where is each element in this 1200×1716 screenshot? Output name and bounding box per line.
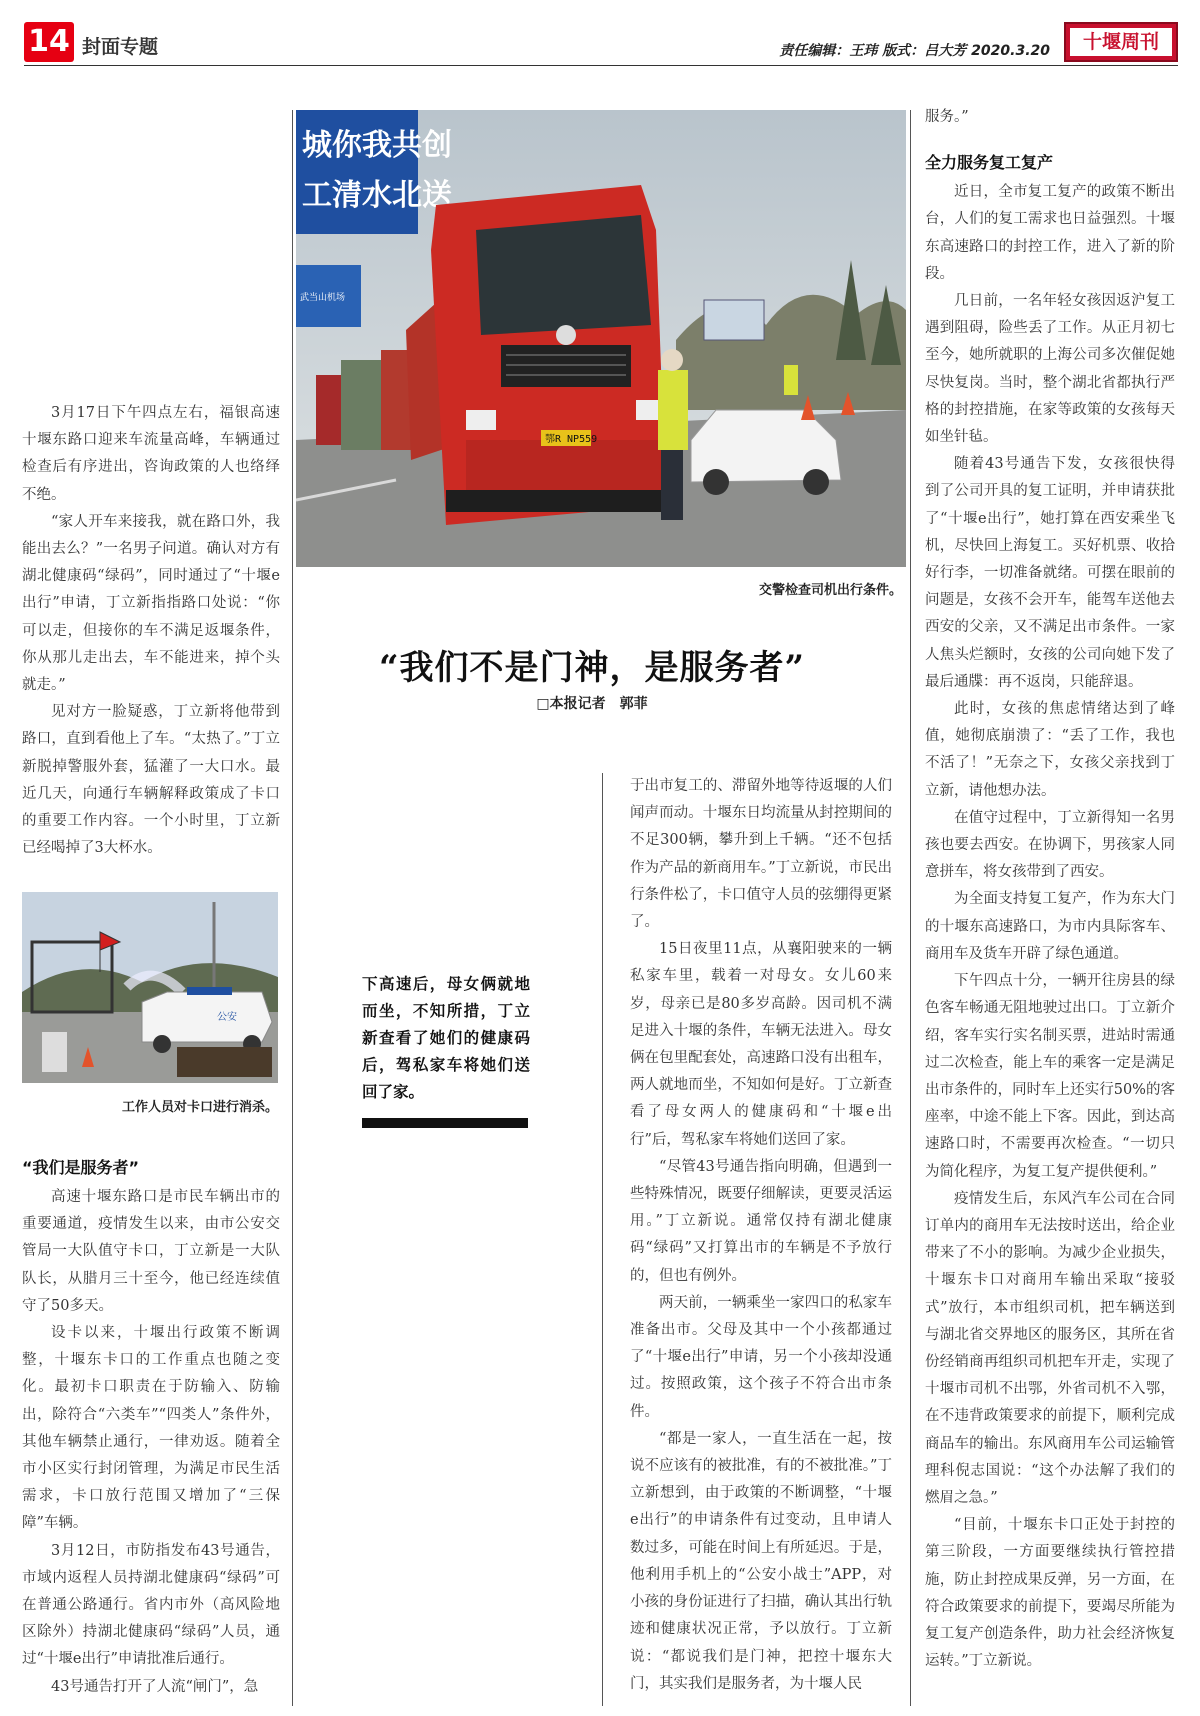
main-photo <box>296 110 906 567</box>
paragraph: “都是一家人，一直生活在一起，按说不应该有的被批准，有的不被批准。”丁立新想到，由于政策的不断调整，“十堰e出行”的申请条件有过变动，且申请人数过多，可能在时间上有所延迟。于是，他利用手机上的“公安小战士”APP，对小孩的身份证进行了扫描，确认其出行轨迹和健康状况正常，予以放行。丁立新说：“都说我们是门神，把控十堰东大门，其实我们是服务者，为十堰人民 <box>630 1430 892 1692</box>
paragraph: 下午四点十分，一辆开往房县的绿色客车畅通无阻地驶过出口。丁立新介绍，客车实行实名制买票，进站时需通过二次检查，能上车的乘客一定是满足出市条件的，同时车上还实行50%的客座率，中途不能上下客。因此，到达高速路口时，不需要再次检查。“一切只为简化程序，为复工复产提供便利。” <box>925 973 1175 1180</box>
paragraph: 服务。” <box>925 109 969 125</box>
column-1-bottom <box>22 1154 280 1701</box>
section-label: 封面专题 <box>82 36 159 58</box>
main-photo-caption: 交警检查司机出行条件。 <box>758 583 902 598</box>
paragraph: 43号通告打开了人流“闸门”，急 <box>51 1678 259 1695</box>
column-3 <box>630 773 892 1698</box>
police-car-label: 公安 <box>217 1012 237 1023</box>
page-number: 14 <box>24 22 74 62</box>
paragraph: “尽管43号通告指向明确，但遇到一些特殊情况，既要仔细解读，更要灵活运用。”丁立新说。通常仅持有湖北健康码“绿码”又打算出市的车辆是不予放行的，但也有例外。 <box>630 1158 892 1284</box>
paragraph: 在值守过程中，丁立新得知一名男孩也要去西安。在协调下，男孩家人同意拼车，将女孩带到了西安。 <box>925 809 1175 881</box>
road-sign-line-1: 城你我共创 <box>302 128 452 163</box>
paragraph: 见对方一脸疑惑，丁立新将他带到路口，直到看他上了车。“太热了。”丁立新脱掉警服外套，猛灌了一大口水。最近几天，向通行车辆解释政策成了卡口的重要工作内容。一个小时里，丁立新已经喝掉了3大杯水。 <box>22 704 280 857</box>
paragraph: 3月17日下午四点左右，福银高速十堰东路口迎来车流量高峰，车辆通过检查后有序进出，咨询政策的人也络绎不绝。 <box>22 405 280 503</box>
column-divider <box>910 110 911 1706</box>
column-1-top <box>22 400 280 862</box>
paragraph: “目前，十堰东卡口正处于封控的第三阶段，一方面要继续执行管控措施，防止封控成果反弹，另一方面，在符合政策要求的前提下，要竭尽所能为复工复产创造条件，助力社会经济恢复运转。”丁立新说。 <box>925 1517 1175 1670</box>
paragraph: 于出市复工的、滞留外地等待返堰的人们闻声而动。十堰东日均流量从封控期间的不足300辆，攀升到上千辆。“还不包括作为产品的新商用车。”丁立新说，市民出行条件松了，卡口值守人员的弦绷得更紧了。 <box>630 778 892 931</box>
column-divider <box>602 773 603 1706</box>
side-photo <box>22 892 278 1083</box>
article-byline: □本报记者 郭菲 <box>536 696 648 712</box>
paragraph: 近日，全市复工复产的政策不断出台，人们的复工需求也日益强烈。十堰东高速路口的封控工作，进入了新的阶段。 <box>925 184 1175 282</box>
paragraph: 此时，女孩的焦虑情绪达到了峰值，她彻底崩溃了：“丢了工作，我也不活了！”无奈之下，女孩父亲找到丁立新，请他想办法。 <box>925 701 1175 799</box>
paragraph: 疫情发生后，东风汽车公司在合同订单内的商用车无法按时送出，给企业带来了不小的影响。为减少企业损失，十堰东卡口对商用车输出采取“接驳式”放行，本市组织司机，把车辆送到与湖北省交界地区的服务区，其所在省份经销商再组织司机把车开走，实现了十堰市司机不出鄂，外省司机不入鄂，在不违背政策要求的前提下，顺利完成商品车的输出。东风商用车公司运输管理科倪志国说：“这个办法解了我们的燃眉之急。” <box>925 1190 1175 1506</box>
disinfection-illustration <box>22 892 278 1083</box>
paragraph: 3月12日，市防指发布43号通告，市域内返程人员持湖北健康码“绿码”可在普通公路通行。省内市外（高风险地区除外）持湖北健康码“绿码”人员，通过“十堰e出行”申请批准后通行。 <box>22 1542 280 1668</box>
paragraph: 几日前，一名年轻女孩因返沪复工遇到阻碍，险些丢了工作。从正月初七至今，她所就职的上海公司多次催促她尽快复岗。当时，整个湖北省都执行严格的封控措施，在家等政策的女孩每天如坐针毡。 <box>925 293 1175 446</box>
editor-credit-line: 责任编辑：王玮 版式：吕大芳 2020.3.20 <box>779 43 1050 59</box>
article-headline: “我们不是门神，是服务者” <box>378 648 806 688</box>
column-4 <box>925 104 1175 1675</box>
paragraph: 设卡以来，十堰出行政策不断调整，十堰东卡口的工作重点也随之变化。最初卡口职责在于防输入、防输出，除符合“六类车”“四类人”条件外，其他车辆禁止通行，一律劝返。随着全市小区实行封闭管理，为满足市民生活需求，卡口放行范围又增加了“三保障”车辆。 <box>22 1325 280 1532</box>
side-photo-caption: 工作人员对卡口进行消杀。 <box>121 1100 278 1115</box>
license-plate: 鄂R NP559 <box>545 434 598 445</box>
pull-quote: 下高速后，母女俩就地而坐，不知所措，丁立新查看了她们的健康码后，驾私家车将她们送回了家。 <box>362 974 530 1101</box>
road-sign-line-2: 工清水北送 <box>302 178 452 213</box>
subheading: “我们是服务者” <box>22 1158 140 1177</box>
masthead-title: 十堰周刊 <box>1070 28 1172 56</box>
page-header <box>24 22 1178 66</box>
truck-checkpoint-illustration <box>296 110 906 567</box>
pull-quote-bar <box>362 1118 528 1128</box>
paragraph: 高速十堰东路口是市民车辆出市的重要通道，疫情发生以来，由市公安交管局一大队值守卡口，丁立新是一大队队长，从腊月三十至今，他已经连续值守了50多天。 <box>22 1189 280 1314</box>
subheading: 全力服务复工复产 <box>925 153 1054 173</box>
paragraph: 两天前，一辆乘坐一家四口的私家车准备出市。父母及其中一个小孩都通过了“十堰e出行”申请，另一个小孩却没通过。按照政策，这个孩子不符合出市条件。 <box>630 1294 892 1420</box>
small-road-sign-text: 武当山机场 <box>300 293 346 303</box>
paragraph: 15日夜里11点，从襄阳驶来的一辆私家车里，载着一对母女。女儿60来岁，母亲已是80多岁高龄。因司机不满足进入十堰的条件，车辆无法进入。母女俩在包里配套处，高速路口没有出租车，两人就地而坐，不知如何是好。丁立新查看了母女两人的健康码和“十堰e出行”后，驾私家车将她们送回了家。 <box>630 941 892 1148</box>
paragraph: 为全面支持复工复产，作为东大门的十堰东高速路口，为市内具际客车、商用车及货车开辟了绿色通道。 <box>925 891 1175 962</box>
masthead-logo <box>1064 22 1178 62</box>
paragraph: 随着43号通告下发，女孩很快得到了公司开具的复工证明，并申请获批了“十堰e出行”，她打算在西安乘坐飞机，尽快回上海复工。买好机票、收拾好行李，一切准备就绪。可摆在眼前的问题是，女孩不会开车，能驾车送他去西安的父亲，又不满足出市条件。一家人焦头烂额时，女孩的公司向她下发了最后通牒：再不返岗，只能辞退。 <box>925 456 1175 690</box>
paragraph: “家人开车来接我，就在路口外，我能出去么？”一名男子问道。确认对方有湖北健康码“绿码”，同时通过了“十堰e出行”申请，丁立新指指路口处说：“你可以走，但接你的车不满足返堰条件，你从那儿走出去，车不能进来，掉个头就走。” <box>22 513 280 694</box>
column-divider <box>292 110 293 1706</box>
